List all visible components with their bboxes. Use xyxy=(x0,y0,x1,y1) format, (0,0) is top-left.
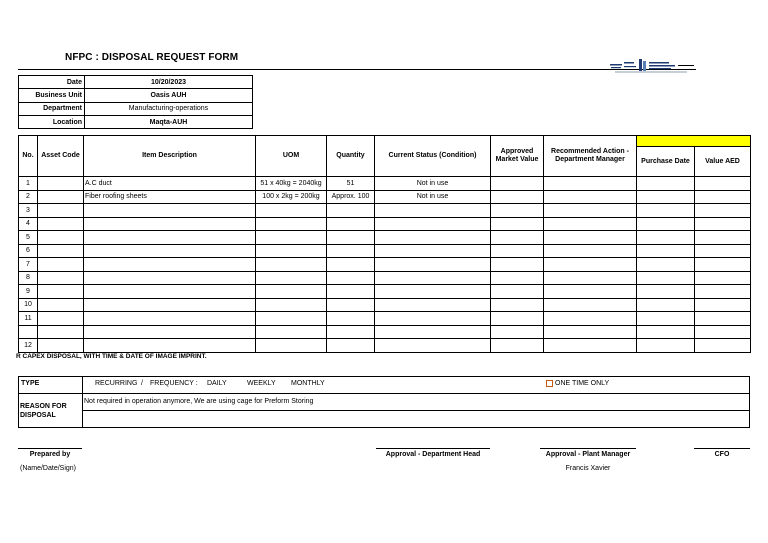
item-description-cell[interactable] xyxy=(84,325,256,339)
info-row-department xyxy=(19,102,253,115)
info-row-location xyxy=(19,115,253,128)
frequency-label: FREQUENCY : xyxy=(150,380,198,387)
uom-cell[interactable] xyxy=(256,312,327,326)
quantity-cell[interactable]: 51 xyxy=(327,177,375,191)
table-row xyxy=(19,231,751,245)
header-asset-code: Asset Code xyxy=(38,136,84,177)
disposal-items-table xyxy=(18,135,751,353)
status-cell[interactable] xyxy=(375,325,491,339)
purchase-date-cell[interactable] xyxy=(637,177,695,191)
slash-separator: / xyxy=(141,380,143,387)
quantity-cell[interactable]: Approx. 100 xyxy=(327,190,375,204)
prepared-by-label: Prepared by xyxy=(29,451,71,458)
value-aed-cell[interactable] xyxy=(695,204,751,218)
row-number[interactable]: 3 xyxy=(19,204,38,218)
item-description-cell[interactable] xyxy=(84,217,256,231)
type-label: TYPE xyxy=(21,380,40,387)
item-description-cell[interactable] xyxy=(84,231,256,245)
item-description-cell[interactable] xyxy=(84,258,256,272)
header-no: No. xyxy=(19,136,38,177)
approved-market-value-cell[interactable] xyxy=(491,258,544,272)
asset-code-cell[interactable] xyxy=(38,244,84,258)
quantity-cell[interactable] xyxy=(327,339,375,353)
reason-value[interactable]: Not required in operation anymore, We are using cage for Preform Storing xyxy=(84,398,314,405)
row-number[interactable]: 7 xyxy=(19,258,38,272)
approved-market-value-cell[interactable] xyxy=(491,271,544,285)
approved-market-value-cell[interactable] xyxy=(491,217,544,231)
table-row xyxy=(19,190,751,204)
recurring-option[interactable]: RECURRING xyxy=(95,380,138,387)
value-aed-cell[interactable] xyxy=(695,190,751,204)
item-description-cell[interactable] xyxy=(84,204,256,218)
header-recommended-action: Recommended Action - Department Manager xyxy=(544,136,637,177)
row-number[interactable]: 10 xyxy=(19,298,38,312)
table-row xyxy=(19,217,751,231)
table-row xyxy=(19,244,751,258)
quantity-cell[interactable] xyxy=(327,298,375,312)
approved-market-value-cell[interactable] xyxy=(491,325,544,339)
quantity-cell[interactable] xyxy=(327,204,375,218)
item-description-cell[interactable] xyxy=(84,285,256,299)
purchase-date-cell[interactable] xyxy=(637,325,695,339)
row-number[interactable]: 9 xyxy=(19,285,38,299)
recommended-action-cell[interactable] xyxy=(544,339,637,353)
value-aed-cell[interactable] xyxy=(695,244,751,258)
plant-manager-line xyxy=(540,448,636,449)
weekly-option[interactable]: WEEKLY xyxy=(247,380,276,387)
date-label: Date xyxy=(19,76,85,89)
uom-cell[interactable] xyxy=(256,231,327,245)
purchase-date-cell[interactable] xyxy=(637,231,695,245)
value-aed-cell[interactable] xyxy=(695,339,751,353)
item-description-cell[interactable] xyxy=(84,271,256,285)
quantity-cell[interactable] xyxy=(327,285,375,299)
location-label: Location xyxy=(19,115,85,128)
item-description-cell[interactable]: A.C duct xyxy=(84,177,256,191)
daily-option[interactable]: DAILY xyxy=(207,380,227,387)
item-description-cell[interactable] xyxy=(84,312,256,326)
status-cell[interactable] xyxy=(375,204,491,218)
purchase-date-cell[interactable] xyxy=(637,339,695,353)
info-row-business-unit xyxy=(19,89,253,102)
box-divider-vertical xyxy=(82,376,83,428)
recommended-action-cell[interactable] xyxy=(544,177,637,191)
reason-label: REASON FOR DISPOSAL xyxy=(20,403,67,419)
asset-code-cell[interactable] xyxy=(38,217,84,231)
row-number[interactable]: 6 xyxy=(19,244,38,258)
value-aed-cell[interactable] xyxy=(695,271,751,285)
value-aed-cell[interactable] xyxy=(695,325,751,339)
value-aed-cell[interactable] xyxy=(695,231,751,245)
info-table xyxy=(18,75,253,129)
purchase-date-cell[interactable] xyxy=(637,298,695,312)
asset-code-cell[interactable] xyxy=(38,177,84,191)
status-cell[interactable] xyxy=(375,217,491,231)
title-divider xyxy=(18,69,696,70)
recommended-action-cell[interactable] xyxy=(544,258,637,272)
value-aed-cell[interactable] xyxy=(695,258,751,272)
plant-manager-label: Approval - Plant Manager xyxy=(545,451,631,458)
status-cell[interactable]: Not in use xyxy=(375,177,491,191)
status-cell[interactable] xyxy=(375,285,491,299)
value-aed-cell[interactable] xyxy=(695,312,751,326)
asset-code-cell[interactable] xyxy=(38,190,84,204)
department-value: Manufacturing-operations xyxy=(85,102,253,115)
recommended-action-cell[interactable] xyxy=(544,217,637,231)
approved-market-value-cell[interactable] xyxy=(491,285,544,299)
asset-code-cell[interactable] xyxy=(38,298,84,312)
uom-cell[interactable]: 100 x 2kg = 200kg xyxy=(256,190,327,204)
recommended-action-cell[interactable] xyxy=(544,231,637,245)
purchase-date-cell[interactable] xyxy=(637,312,695,326)
status-cell[interactable] xyxy=(375,231,491,245)
cfo-line xyxy=(694,448,750,449)
table-body xyxy=(19,177,751,353)
header-value-aed: Value AED xyxy=(695,147,751,177)
uom-cell[interactable]: 51 x 40kg = 2040kg xyxy=(256,177,327,191)
status-cell[interactable] xyxy=(375,298,491,312)
header-purchase-date: Purchase Date xyxy=(637,147,695,177)
uom-cell[interactable] xyxy=(256,244,327,258)
table-row xyxy=(19,258,751,272)
recommended-action-cell[interactable] xyxy=(544,244,637,258)
value-aed-cell[interactable] xyxy=(695,177,751,191)
monthly-option[interactable]: MONTHLY xyxy=(291,380,325,387)
plant-manager-name: Francis Xavier xyxy=(565,465,611,472)
item-description-cell[interactable] xyxy=(84,298,256,312)
approved-market-value-cell[interactable] xyxy=(491,298,544,312)
department-label: Department xyxy=(19,102,85,115)
approved-market-value-cell[interactable] xyxy=(491,231,544,245)
table-row xyxy=(19,177,751,191)
row-number[interactable]: 5 xyxy=(19,231,38,245)
header-current-status: Current Status (Condition) xyxy=(375,136,491,177)
uom-cell[interactable] xyxy=(256,339,327,353)
quantity-cell[interactable] xyxy=(327,325,375,339)
date-value: 10/20/2023 xyxy=(85,76,253,89)
row-number[interactable]: 11 xyxy=(19,312,38,326)
approved-market-value-cell[interactable] xyxy=(491,339,544,353)
quantity-cell[interactable] xyxy=(327,271,375,285)
value-aed-cell[interactable] xyxy=(695,285,751,299)
quantity-cell[interactable] xyxy=(327,244,375,258)
quantity-cell[interactable] xyxy=(327,258,375,272)
status-cell[interactable] xyxy=(375,271,491,285)
logo-tagline xyxy=(615,71,687,73)
asset-code-cell[interactable] xyxy=(38,204,84,218)
quantity-cell[interactable] xyxy=(327,312,375,326)
item-description-cell[interactable]: Fiber roofing sheets xyxy=(84,190,256,204)
status-cell[interactable] xyxy=(375,258,491,272)
recommended-action-cell[interactable] xyxy=(544,285,637,299)
row-number[interactable]: 12 xyxy=(19,339,38,353)
purchase-date-cell[interactable] xyxy=(637,285,695,299)
purchase-date-cell[interactable] xyxy=(637,258,695,272)
table-row xyxy=(19,298,751,312)
form-title: NFPC : DISPOSAL REQUEST FORM xyxy=(65,52,239,63)
recommended-action-cell[interactable] xyxy=(544,190,637,204)
header-approved-market-value: Approved Market Value xyxy=(491,136,544,177)
asset-code-cell[interactable] xyxy=(38,325,84,339)
value-aed-cell[interactable] xyxy=(695,217,751,231)
recommended-action-cell[interactable] xyxy=(544,204,637,218)
row-number[interactable]: 8 xyxy=(19,271,38,285)
purchase-date-cell[interactable] xyxy=(637,271,695,285)
business-unit-label: Business Unit xyxy=(19,89,85,102)
highlight-header-cell xyxy=(637,136,751,147)
asset-code-cell[interactable] xyxy=(38,231,84,245)
status-cell[interactable] xyxy=(375,339,491,353)
recommended-action-cell[interactable] xyxy=(544,325,637,339)
uom-cell[interactable] xyxy=(256,271,327,285)
prepared-by-line xyxy=(18,448,82,449)
item-description-cell[interactable] xyxy=(84,244,256,258)
uom-cell[interactable] xyxy=(256,217,327,231)
box-divider-2 xyxy=(82,410,750,411)
asset-code-cell[interactable] xyxy=(38,258,84,272)
header-quantity: Quantity xyxy=(327,136,375,177)
approved-market-value-cell[interactable] xyxy=(491,204,544,218)
purchase-date-cell[interactable] xyxy=(637,217,695,231)
row-number[interactable]: 1 xyxy=(19,177,38,191)
quantity-cell[interactable] xyxy=(327,231,375,245)
asset-code-cell[interactable] xyxy=(38,271,84,285)
uom-cell[interactable] xyxy=(256,285,327,299)
asset-code-cell[interactable] xyxy=(38,312,84,326)
table-row xyxy=(19,312,751,326)
status-cell[interactable]: Not in use xyxy=(375,190,491,204)
purchase-date-cell[interactable] xyxy=(637,244,695,258)
business-unit-value: Oasis AUH xyxy=(85,89,253,102)
row-number[interactable] xyxy=(19,325,38,339)
table-row xyxy=(19,339,751,353)
one-time-only-checkbox[interactable] xyxy=(546,380,553,387)
approved-market-value-cell[interactable] xyxy=(491,312,544,326)
recommended-action-cell[interactable] xyxy=(544,271,637,285)
value-aed-cell[interactable] xyxy=(695,298,751,312)
table-row xyxy=(19,204,751,218)
approved-market-value-cell[interactable] xyxy=(491,177,544,191)
prepared-by-sub: (Name/Date/Sign) xyxy=(19,465,77,472)
capex-note: R CAPEX DISPOSAL, WITH TIME & DATE OF IMAGE IMPRINT. xyxy=(16,353,207,360)
cfo-label: CFO xyxy=(714,451,730,458)
item-description-cell[interactable] xyxy=(84,339,256,353)
status-cell[interactable] xyxy=(375,312,491,326)
uom-cell[interactable] xyxy=(256,204,327,218)
status-cell[interactable] xyxy=(375,244,491,258)
table-row xyxy=(19,285,751,299)
info-row-date xyxy=(19,76,253,89)
company-logo xyxy=(608,58,696,72)
location-value: Maqta-AUH xyxy=(85,115,253,128)
approved-market-value-cell[interactable] xyxy=(491,244,544,258)
table-row xyxy=(19,325,751,339)
approved-market-value-cell[interactable] xyxy=(491,190,544,204)
one-time-only-label: ONE TIME ONLY xyxy=(555,380,610,387)
dept-head-line xyxy=(376,448,490,449)
header-uom: UOM xyxy=(256,136,327,177)
row-number[interactable]: 4 xyxy=(19,217,38,231)
uom-cell[interactable] xyxy=(256,298,327,312)
asset-code-cell[interactable] xyxy=(38,339,84,353)
purchase-date-cell[interactable] xyxy=(637,190,695,204)
uom-cell[interactable] xyxy=(256,325,327,339)
recommended-action-cell[interactable] xyxy=(544,312,637,326)
uom-cell[interactable] xyxy=(256,258,327,272)
quantity-cell[interactable] xyxy=(327,217,375,231)
recommended-action-cell[interactable] xyxy=(544,298,637,312)
box-divider-1 xyxy=(18,393,750,394)
header-item-description: Item Description xyxy=(84,136,256,177)
table-row xyxy=(19,271,751,285)
dept-head-label: Approval - Department Head xyxy=(385,451,481,458)
purchase-date-cell[interactable] xyxy=(637,204,695,218)
row-number[interactable]: 2 xyxy=(19,190,38,204)
asset-code-cell[interactable] xyxy=(38,285,84,299)
